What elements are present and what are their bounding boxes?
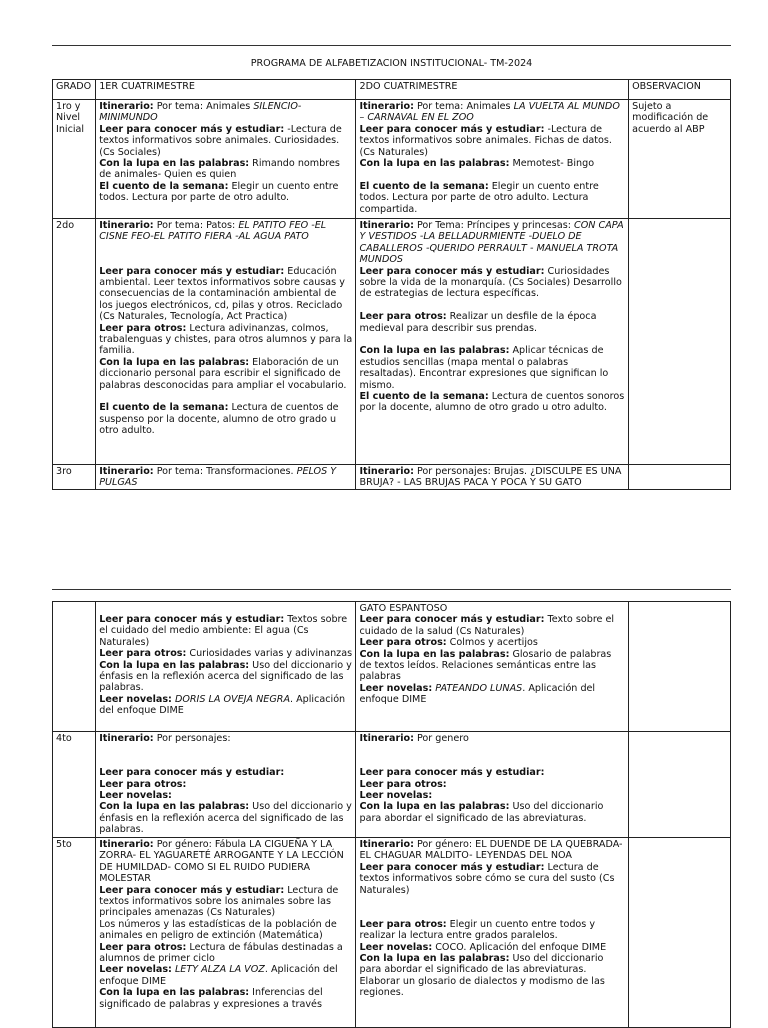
header-first-term: 1ER CUATRIMESTRE — [96, 80, 356, 100]
first-term-cell: Itinerario: Por tema: Patos: EL PATITO FEO -EL CISNE FEO-EL PATITO FIERA -AL AGUA PATO Leer para conocer más y estudiar: Educación ambiental. Leer textos informativos sobre causas y consecuencias de la contaminación ambiental de los juegos electrónicos, cd, pilas y otros. Reciclado (Cs Naturales, Tecnología, Act Practica) Leer para otros: Lectura adivinanzas, colmos, trabalenguas y chistes, para otros alumnos y para la familia. Con la lupa en las palabras: Elaboración de un diccionario personal para escribir el significado de palabras desconocidas para ampliar el vocabulario. El cuento de la semana: Lectura de cuentos de suspenso por la docente, alumno de otro grado u otro adulto. — [96, 219, 356, 465]
first-term-cell: Itinerario: Por tema: Transformaciones. PELOS Y PULGAS — [96, 465, 356, 490]
top-rule-page-2 — [52, 589, 731, 590]
grade-cell: 1ro y Nivel Inicial — [53, 100, 96, 219]
observation-cell — [629, 602, 731, 732]
second-term-cell: Itinerario: Por personajes: Brujas. ¿DISCULPE ES UNA BRUJA? - LAS BRUJAS PACA Y POCA Y SU GATO — [356, 465, 629, 490]
observation-cell: Sujeto a modificación de acuerdo al ABP — [629, 100, 731, 219]
table-row-4to — [53, 732, 731, 838]
top-rule-page-1 — [52, 45, 731, 46]
second-term-cell: GATO ESPANTOSO Leer para conocer más y estudiar: Texto sobre el cuidado de la salud (Cs Naturales) Leer para otros: Colmos y acertijos Con la lupa en las palabras: Glosario de palabras de textos leídos. Relaciones semánticas entre las palabras Leer novelas: PATEANDO LUNAS. Aplicación del enfoque DIME — [356, 602, 629, 732]
grade-cell: 2do — [53, 219, 96, 465]
header-observation: OBSERVACION — [629, 80, 731, 100]
header-second-term: 2DO CUATRIMESTRE — [356, 80, 629, 100]
grade-cell — [53, 602, 96, 732]
grade-cell: 3ro — [53, 465, 96, 490]
observation-cell — [629, 838, 731, 1028]
first-term-cell: Itinerario: Por tema: Animales SILENCIO- MINIMUNDO Leer para conocer más y estudiar: -Lectura de textos informativos sobre animales. Curiosidades. (Cs Sociales) Con la lupa en las palabras: Rimando nombres de animales- Quien es quien El cuento de la semana: Elegir un cuento entre todos. Lectura por parte de otro adulto. — [96, 100, 356, 219]
grade-cell: 5to — [53, 838, 96, 1028]
observation-cell — [629, 732, 731, 838]
first-term-cell: Itinerario: Por personajes: Leer para conocer más y estudiar: Leer para otros: Leer novelas: Con la lupa en las palabras: Uso del diccionario y énfasis en la reflexión acerca del significado de las palabras. — [96, 732, 356, 838]
first-term-cell: Itinerario: Por género: Fábula LA CIGUEÑA Y LA ZORRA- EL YAGUARETÉ ARROGANTE Y LA LECCIÓN DE HUMILDAD- COMO SI EL RUIDO PUDIERA MOLESTAR Leer para conocer más y estudiar: Lectura de textos informativos sobre los animales sobre las principales amenazas (Cs Naturales) Los números y las estadísticas de la población de animales en peligro de extinción (Matemática) Leer para otros: Lectura de fábulas destinadas a alumnos de primer ciclo Leer novelas: LETY ALZA LA VOZ. Aplicación del enfoque DIME Con la lupa en las palabras: Inferencias del significado de palabras y expresiones a través — [96, 838, 356, 1028]
observation-cell — [629, 465, 731, 490]
table-row-1ro — [53, 100, 731, 219]
grade-cell: 4to — [53, 732, 96, 838]
program-table-page-2 — [52, 601, 731, 1028]
document-title: PROGRAMA DE ALFABETIZACION INSTITUCIONAL- TM-2024 — [250, 58, 533, 69]
second-term-cell: Itinerario: Por tema: Animales LA VUELTA AL MUNDO – CARNAVAL EN EL ZOO Leer para conocer más y estudiar: -Lectura de textos informativos sobre animales. Fichas de datos. (Cs Naturales) Con la lupa en las palabras: Memotest- Bingo El cuento de la semana: Elegir un cuento entre todos. Lectura por parte de otro adulto. Lectura compartida. — [356, 100, 629, 219]
second-term-cell: Itinerario: Por Tema: Príncipes y princesas: CON CAPA Y VESTIDOS -LA BELLADURMIENTE -DUELO DE CABALLEROS -QUERIDO PERRAULT - MANUELA TROTA MUNDOS Leer para conocer más y estudiar: Curiosidades sobre la vida de la monarquía. (Cs Sociales) Desarrollo de estrategias de lectura específicas. Leer para otros: Realizar un desfile de la época medieval para describir sus prendas. Con la lupa en las palabras: Aplicar técnicas de estudios sencillas (mapa mental o palabras resaltadas). Encontrar expresiones que significan lo mismo. El cuento de la semana: Lectura de cuentos sonoros por la docente, alumno de otro grado u otro adulto. — [356, 219, 629, 465]
second-term-cell: Itinerario: Por genero Leer para conocer más y estudiar: Leer para otros: Leer novelas: Con la lupa en las palabras: Uso del diccionario para abordar el significado de las abreviaturas. — [356, 732, 629, 838]
program-table-page-1 — [52, 79, 731, 490]
first-term-cell: Leer para conocer más y estudiar: Textos sobre el cuidado del medio ambiente: El agua (Cs Naturales) Leer para otros: Curiosidades varias y adivinanzas Con la lupa en las palabras: Uso del diccionario y énfasis en la reflexión acerca del significado de las palabras. Leer novelas: DORIS LA OVEJA NEGRA. Aplicación del enfoque DIME — [96, 602, 356, 732]
table-row-2do — [53, 219, 731, 465]
table-row-3ro-continued — [53, 602, 731, 732]
table-row-3ro — [53, 465, 731, 490]
table-row-5to — [53, 838, 731, 1028]
header-grado: GRADO — [53, 80, 96, 100]
observation-cell — [629, 219, 731, 465]
second-term-cell: Itinerario: Por género: EL DUENDE DE LA QUEBRADA- EL CHAGUAR MALDITO- LEYENDAS DEL NOA Leer para conocer más y estudiar: Lectura de textos informativos sobre cómo se cura del susto (Cs Naturales) Leer para otros: Elegir un cuento entre todos y realizar la lectura entre grados paralelos. Leer novelas: COCO. Aplicación del enfoque DIME Con la lupa en las palabras: Uso del diccionario para abordar el significado de las abreviaturas. Elaborar un glosario de dialectos y modismo de las regiones. — [356, 838, 629, 1028]
table-header-row — [53, 80, 731, 100]
